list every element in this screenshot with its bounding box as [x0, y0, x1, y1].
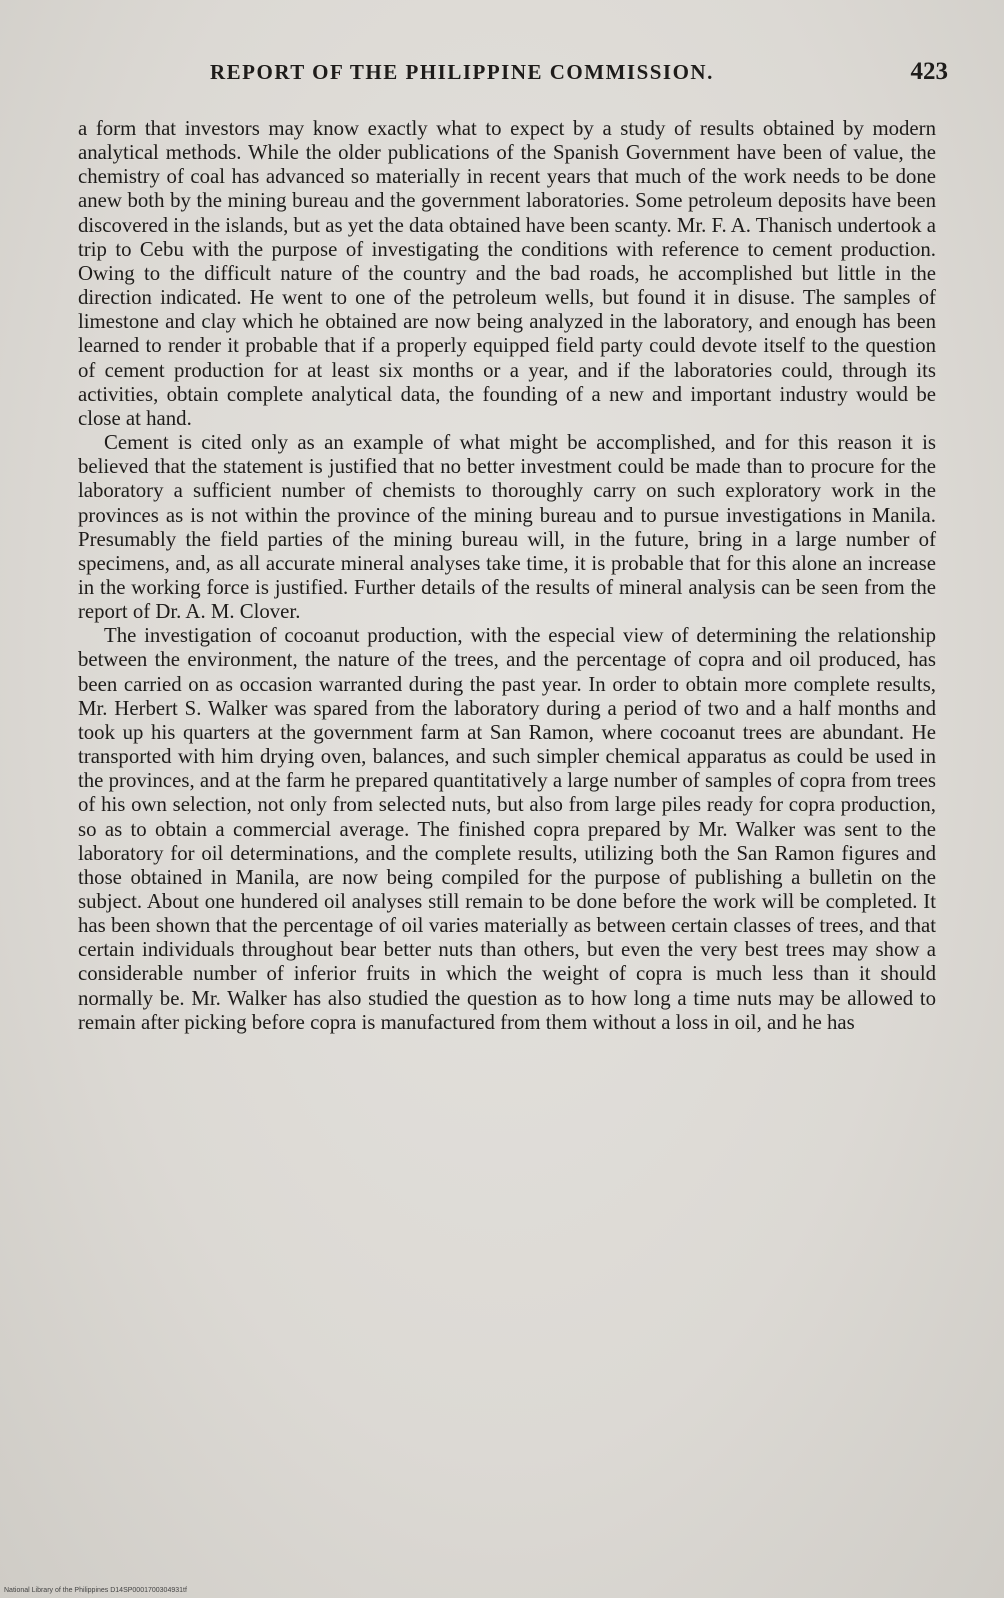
- paragraph-coal-and-cement: a form that investors may know exactly what to expect by a study of results obtained by modern analytical methods. While the older publications of the Spanish Government have been of value, the chemistry of coal has advanced so materially in recent years that much of the work needs to be done anew both by the mining bureau and the government laboratories. Some petroleum deposits have been discovered in the islands, but as yet the data obtained have been scanty. Mr. F. A. Thanisch undertook a trip to Cebu with the purpose of investigating the conditions with reference to cement production. Owing to the difficult nature of the country and the bad roads, he accomplished but little in the direction indicated. He went to one of the petroleum wells, but found it in disuse. The samples of limestone and clay which he obtained are now being analyzed in the laboratory, and enough has been learned to render it probable that if a properly equipped field party could devote itself to the question of cement production for at least six months or a year, and if the laboratories could, through its activities, obtain complete analytical data, the founding of a new and important industry would be close at hand.: [78, 117, 936, 430]
- scan-source-note: National Library of the Philippines D14SP0001700304931tf: [4, 1587, 187, 1594]
- body-text: [78, 117, 936, 1035]
- running-head: REPORT OF THE PHILIPPINE COMMISSION.: [210, 60, 714, 84]
- paragraph-cement-example: Cement is cited only as an example of what might be accomplished, and for this reason it is believed that the statement is justified that no better investment could be made than to procure for the laboratory a sufficient number of chemists to thoroughly carry on such exploratory work in the provinces as is not within the province of the mining bureau and to pursue investigations in Manila. Presumably the field parties of the mining bureau will, in the future, bring in a large number of specimens, and, as all accurate mineral analyses take time, it is probable that for this alone an increase in the working force is justified. Further details of the results of mineral analysis can be seen from the report of Dr. A. M. Clover.: [78, 431, 936, 624]
- paragraph-cocoanut-production: The investigation of cocoanut production, with the especial view of determining the relationship between the environment, the nature of the trees, and the percentage of copra and oil produced, has been carried on as occasion warranted during the past year. In order to obtain more complete results, Mr. Herbert S. Walker was spared from the laboratory during a period of two and a half months and took up his quarters at the government farm at San Ramon, where cocoanut trees are abundant. He transported with him drying oven, balances, and such simpler chemical apparatus as could be used in the provinces, and at the farm he prepared quantitatively a large number of samples of copra from trees of his own selection, not only from selected nuts, but also from large piles ready for copra production, so as to obtain a commercial average. The finished copra prepared by Mr. Walker was sent to the laboratory for oil determinations, and the complete results, utilizing both the San Ramon figures and those obtained in Manila, are now being compiled for the purpose of publishing a bulletin on the subject. About one hundered oil analyses still remain to be done before the work will be completed. It has been shown that the percentage of oil varies materially as between certain classes of trees, and that certain individuals throughout bear better nuts than others, but even the very best trees may show a considerable number of inferior fruits in which the weight of copra is much less than it should normally be. Mr. Walker has also studied the question as to how long a time nuts may be allowed to remain after picking before copra is manufactured from them without a loss in oil, and he has: [78, 624, 936, 1034]
- page-number: 423: [910, 58, 948, 85]
- page-header: [210, 60, 948, 94]
